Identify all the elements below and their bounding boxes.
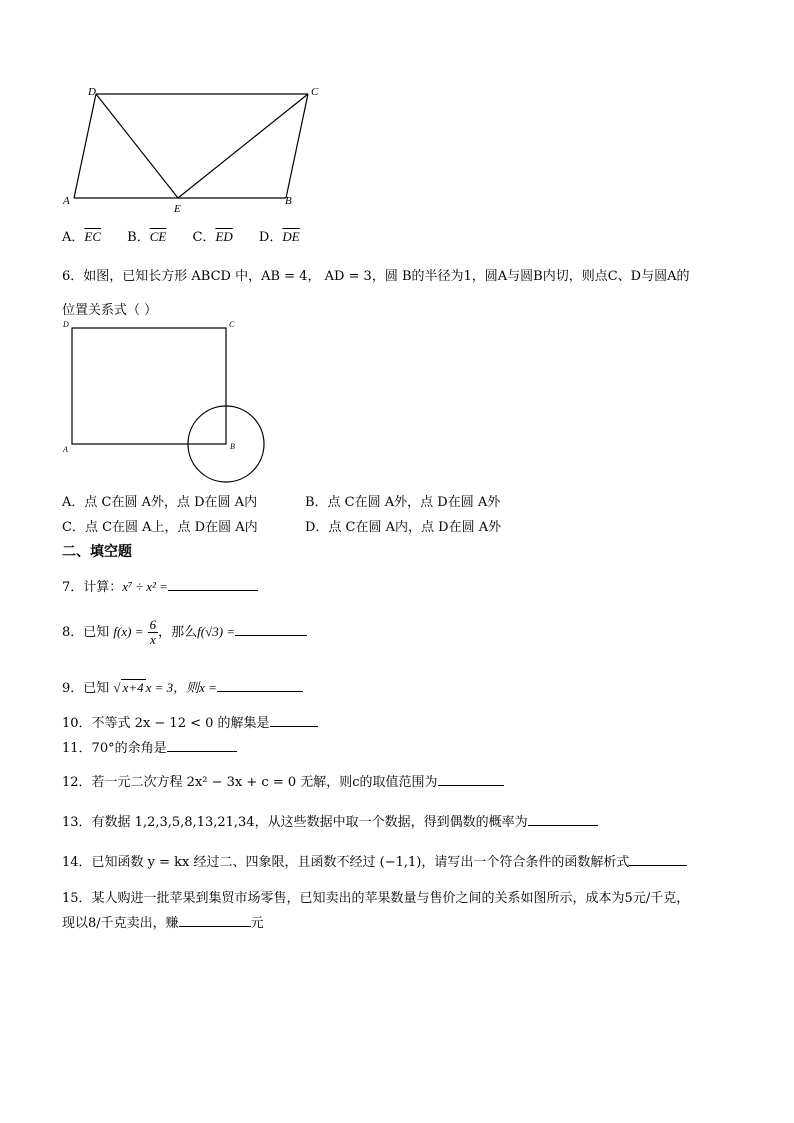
label-B: B	[285, 195, 292, 207]
label-B: B	[230, 442, 235, 451]
answer-blank[interactable]	[217, 679, 303, 692]
q6-option-b[interactable]: B．点 C在圆 A外，点 D在圆 A外	[305, 495, 501, 510]
q14: 14．已知函数 y = kx 经过二、四象限，且函数不经过 (−1,1)，请写出一个符合条件的函数解析式	[62, 851, 687, 870]
q12: 12．若一元二次方程 2x² − 3x + c = 0 无解，则c的取值范围为	[62, 771, 504, 790]
label-D: D	[63, 320, 69, 329]
label-C: C	[311, 86, 319, 98]
q6-stem-line1: 6．如图，已知长方形 ABCD 中，AB = 4， AD = 3，圆 B的半径为1，圆A与圆B内切，则点C、D与圆A的	[62, 269, 690, 284]
q9: 9．已知 √ x+4 x = 3，则x =	[62, 677, 303, 696]
label-E: E	[174, 203, 181, 215]
section-heading: 二、填空题	[62, 544, 132, 560]
q6-option-c[interactable]: C．点 C在圆 A上，点 D在圆 A内	[62, 520, 258, 535]
q15-line2: 现以8/千克卖出，赚 元	[62, 916, 264, 931]
q8: 8．已知 f(x) = $\frac{6}{x}$ ，那么f(√3) =	[62, 618, 307, 647]
answer-blank[interactable]	[167, 739, 237, 752]
q6-option-a[interactable]: A．点 C在圆 A外，点 D在圆 A内	[62, 495, 258, 510]
label-A: A	[63, 445, 68, 454]
q5-option-d[interactable]: D．$\overline{DE}$	[258, 229, 300, 245]
q5-options	[62, 226, 322, 245]
label-C: C	[229, 320, 235, 329]
answer-blank[interactable]	[629, 853, 687, 866]
q5-option-a[interactable]: A．$\overline{EC}$	[62, 229, 102, 245]
figure-parallelogram	[60, 82, 340, 218]
answer-blank[interactable]	[270, 714, 318, 727]
q5-option-c[interactable]: C．$\overline{ED}$	[192, 229, 233, 245]
q11: 11．70°的余角是	[62, 737, 237, 756]
answer-blank[interactable]	[179, 914, 251, 927]
q6-stem-line2: 位置关系式（ ）	[62, 303, 158, 318]
q6-option-d[interactable]: D．点 C在圆 A内，点 D在圆 A外	[305, 520, 502, 535]
label-A: A	[63, 195, 70, 207]
figure-rectangle-circle	[60, 318, 275, 483]
q13: 13．有数据 1,2,3,5,8,13,21,34，从这些数据中取一个数据，得到偶数的概率为	[62, 811, 598, 830]
answer-blank[interactable]	[438, 773, 504, 786]
answer-blank[interactable]	[235, 623, 307, 636]
answer-blank[interactable]	[168, 578, 258, 591]
q7: 7．计算：x⁷ ÷ x² =	[62, 576, 258, 595]
q5-option-b[interactable]: B．$\overline{CE}$	[127, 229, 167, 245]
q15-line1: 15．某人购进一批苹果到集贸市场零售，已知卖出的苹果数量与售价之间的关系如图所示，成本为5元/千克，	[62, 891, 690, 906]
answer-blank[interactable]	[528, 813, 598, 826]
label-D: D	[88, 86, 96, 98]
q10: 10．不等式 2x − 12 < 0 的解集是	[62, 712, 318, 731]
